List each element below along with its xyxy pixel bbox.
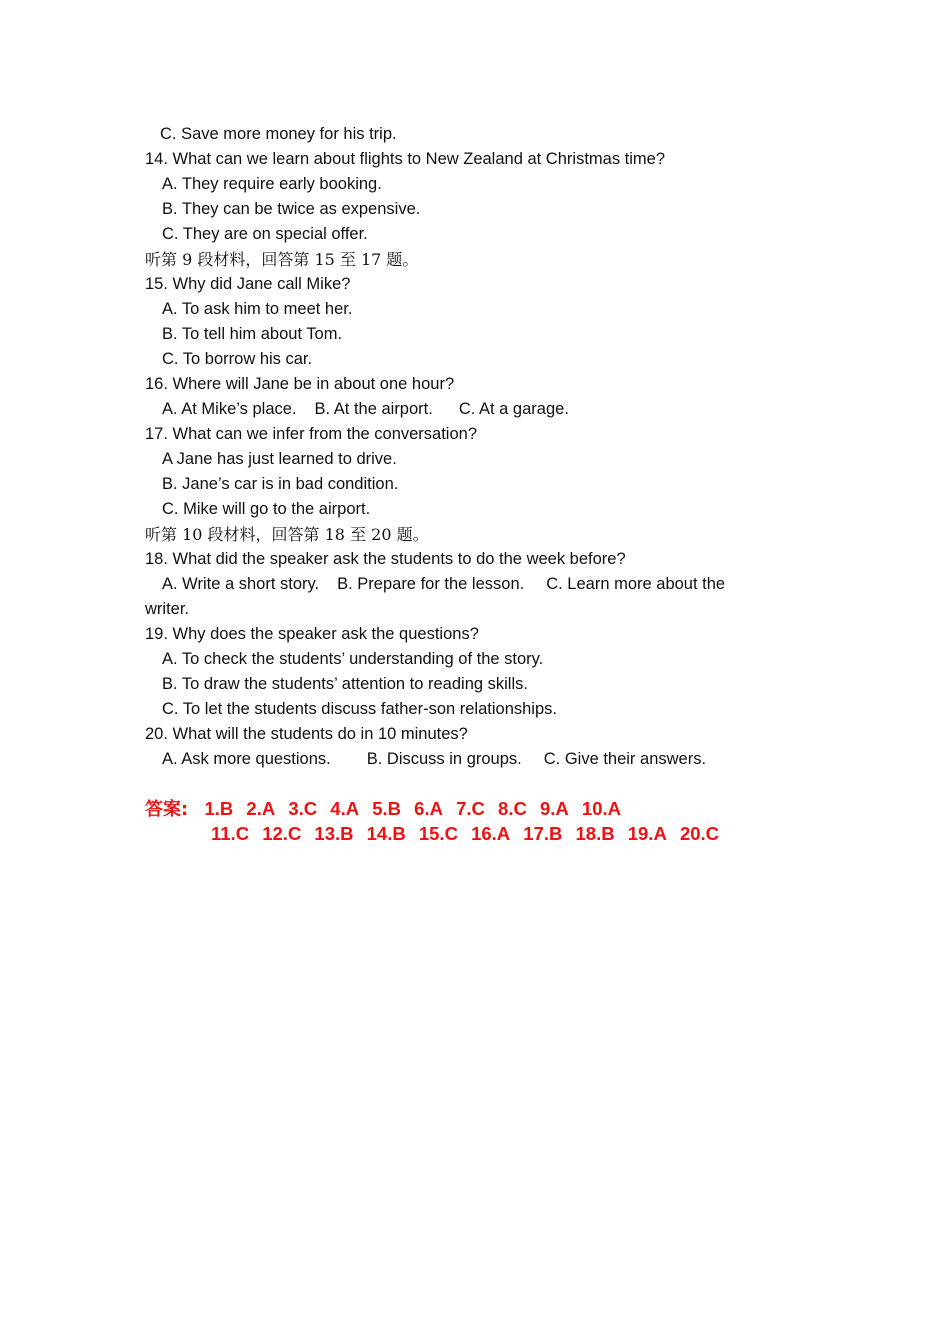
answer-item: 13.B: [314, 823, 354, 844]
answer-item: 5.B: [372, 798, 402, 819]
q19-option-c: C. To let the students discuss father-son relationships.: [162, 700, 557, 718]
q17-option-b: B. Jane’s car is in bad condition.: [162, 475, 399, 493]
answer-key-label: 答案:: [145, 799, 189, 820]
answer-item: 17.B: [523, 823, 563, 844]
q14-option-c: C. They are on special offer.: [162, 225, 368, 243]
q16-question: 16. Where will Jane be in about one hour?: [145, 375, 455, 393]
q13-option-c: C. Save more money for his trip.: [160, 125, 397, 143]
q15-question: 15. Why did Jane call Mike?: [145, 275, 351, 293]
answer-item: 19.A: [627, 823, 667, 844]
q19-question: 19. Why does the speaker ask the questions?: [145, 625, 479, 643]
q20-option-c: C. Give their answers.: [543, 750, 707, 768]
q14-question: 14. What can we learn about flights to New Zealand at Christmas time?: [145, 150, 665, 168]
answer-item: 16.A: [471, 823, 511, 844]
answer-item: 6.A: [414, 798, 443, 819]
q16-option-c: C. At a garage.: [458, 400, 569, 418]
answer-item: 15.C: [418, 823, 458, 844]
q18-option-a: A. Write a short story.: [162, 575, 320, 593]
q18-question: 18. What did the speaker ask the students to do the week before?: [145, 550, 626, 568]
answer-item: 7.C: [456, 798, 485, 819]
answer-key: [145, 796, 727, 846]
q20-option-b: B. Discuss in groups.: [366, 750, 522, 768]
answer-item: 14.B: [366, 823, 406, 844]
answer-item: 9.A: [539, 798, 569, 819]
answer-item: 4.A: [330, 798, 360, 819]
q18-option-c: C. Learn more about the: [546, 575, 726, 593]
answer-item: 10.A: [581, 798, 621, 819]
q15-option-a: A. To ask him to meet her.: [162, 300, 353, 318]
answer-item: 11.C: [211, 823, 250, 844]
q18-options: [162, 572, 725, 597]
q17-option-c: C. Mike will go to the airport.: [162, 500, 371, 518]
section-10-heading: 听第 10 段材料，回答第 18 至 20 题。: [145, 525, 429, 544]
answer-item: 20.C: [679, 823, 720, 844]
answer-item: 8.C: [498, 798, 527, 819]
q15-option-b: B. To tell him about Tom.: [162, 325, 343, 343]
q18-option-b: B. Prepare for the lesson.: [337, 575, 525, 593]
answer-key-row-1: [145, 796, 727, 821]
q16-options: [162, 397, 569, 422]
answer-item: 1.B: [204, 798, 234, 819]
q17-option-a: A Jane has just learned to drive.: [162, 450, 397, 468]
q19-option-b: B. To draw the students’ attention to reading skills.: [162, 675, 528, 693]
q20-options: [162, 747, 706, 772]
q16-option-b: B. At the airport.: [314, 400, 433, 418]
q20-option-a: A. Ask more questions.: [162, 750, 331, 768]
q18-option-c-continued: writer.: [145, 600, 190, 618]
q14-option-a: A. They require early booking.: [162, 175, 382, 193]
section-9-heading: 听第 9 段材料，回答第 15 至 17 题。: [145, 250, 419, 269]
q20-question: 20. What will the students do in 10 minutes?: [145, 725, 468, 743]
answer-item: 2.A: [246, 798, 276, 819]
q14-option-b: B. They can be twice as expensive.: [162, 200, 421, 218]
q17-question: 17. What can we infer from the conversation?: [145, 425, 477, 443]
q19-option-a: A. To check the students’ understanding of the story.: [162, 650, 544, 668]
q16-option-a: A. At Mike’s place.: [162, 400, 297, 418]
answer-item: 12.C: [262, 823, 302, 844]
answer-key-row-2: [145, 821, 727, 846]
answer-item: 18.B: [575, 823, 615, 844]
answer-item: 3.C: [288, 798, 318, 819]
q15-option-c: C. To borrow his car.: [162, 350, 313, 368]
